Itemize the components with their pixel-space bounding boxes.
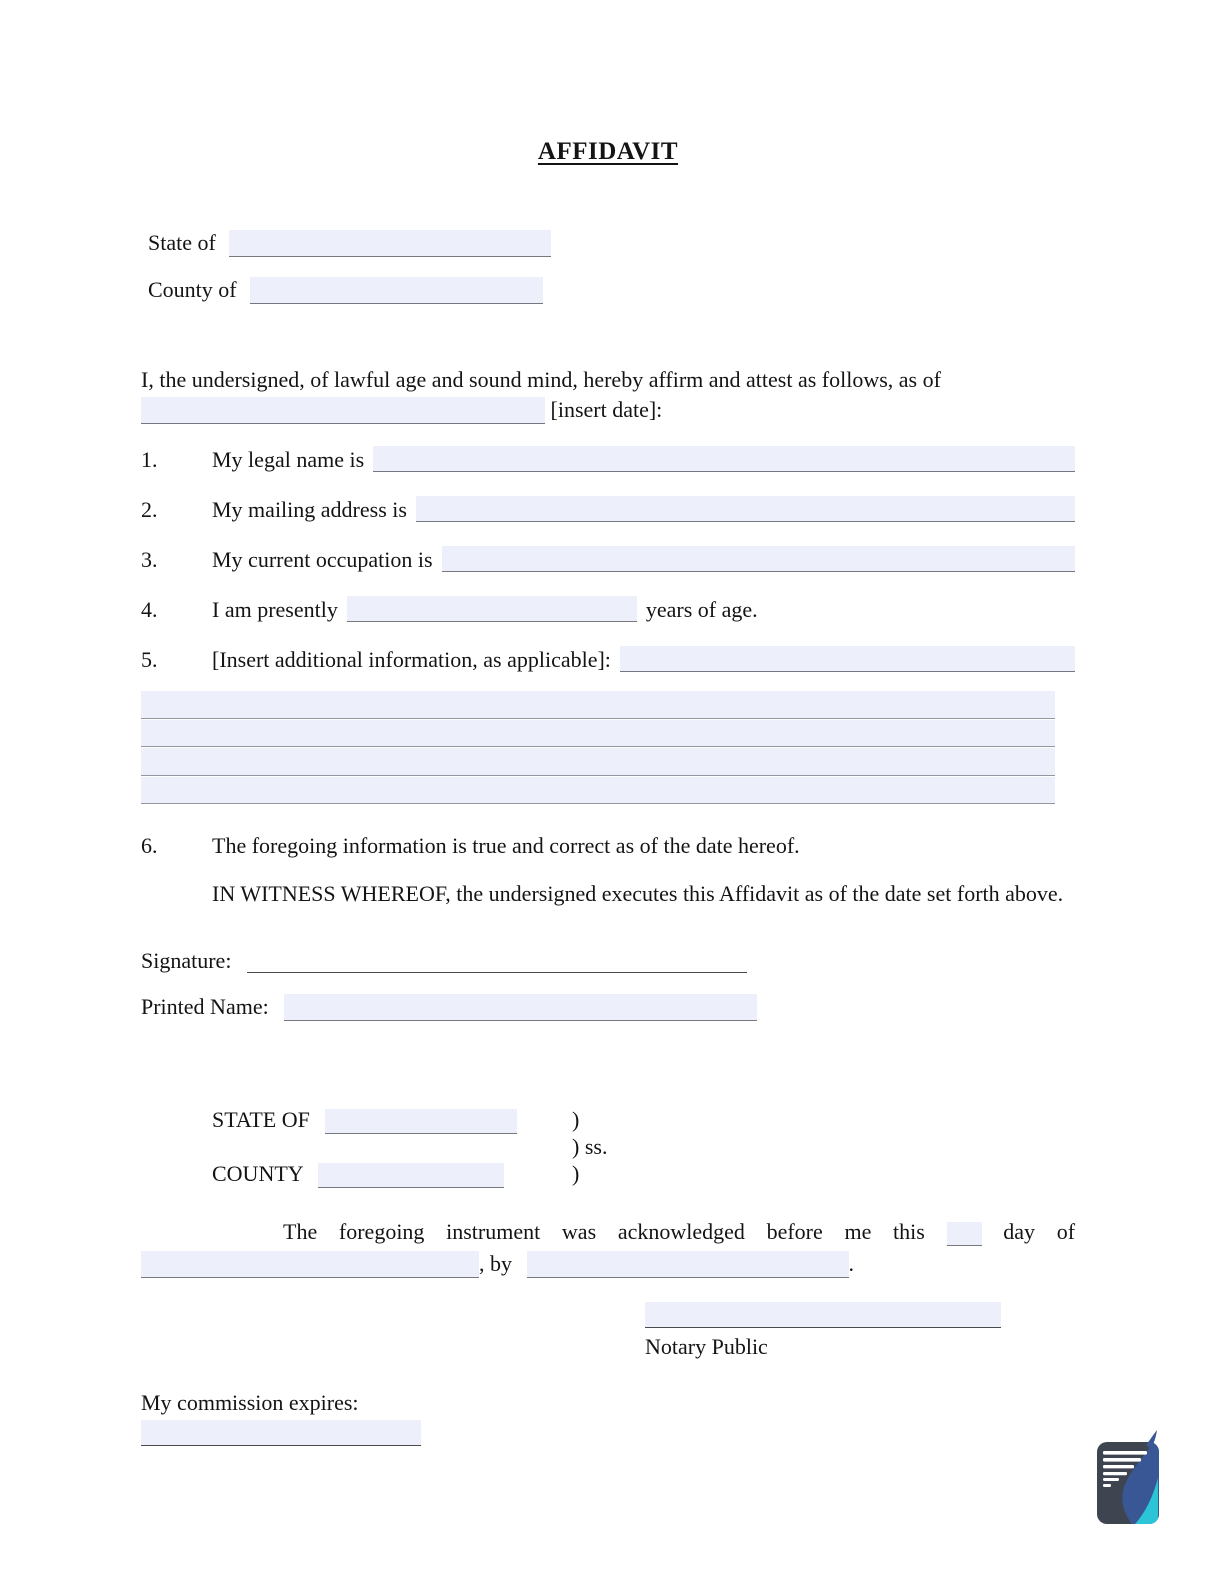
statement-3: [141, 541, 1075, 575]
statement-2-number: 2.: [141, 497, 158, 522]
statement-3-number: 3.: [141, 547, 158, 572]
statement-5-number: 5.: [141, 647, 158, 672]
additional-info-continuation: [141, 691, 1055, 804]
notary-paren-bottom: ): [572, 1161, 580, 1186]
occupation-input[interactable]: [442, 546, 1075, 572]
additional-info-input[interactable]: [620, 646, 1075, 672]
statement-5-label: [Insert additional information, as applicable]:: [212, 647, 611, 672]
notary-paren-top: ): [572, 1107, 580, 1132]
mailing-address-input[interactable]: [416, 496, 1075, 522]
notary-state-label: STATE OF: [212, 1107, 310, 1132]
witness-clause: IN WITNESS WHEREOF, the undersigned executes this Affidavit as of the date set forth above.: [212, 881, 1064, 906]
acknowledgment-period: .: [848, 1251, 854, 1276]
notary-county-label: COUNTY: [212, 1161, 303, 1186]
notary-ss-row: [212, 1133, 682, 1160]
notary-county-row: [212, 1160, 682, 1187]
commission-label: My commission expires:: [141, 1390, 359, 1415]
state-of-label: State of: [148, 230, 216, 255]
statement-1: [141, 441, 1075, 475]
legal-name-input[interactable]: [373, 446, 1075, 472]
county-of-label: County of: [148, 277, 237, 302]
acknowledgment-text-2: day of: [1003, 1219, 1076, 1244]
continuation-line-4[interactable]: [141, 777, 1055, 805]
statement-3-label: My current occupation is: [212, 547, 433, 572]
continuation-line-1[interactable]: [141, 691, 1055, 719]
intro-text: I, the undersigned, of lawful age and sound mind, hereby affirm and attest as follows, as of: [141, 367, 941, 392]
statement-2-label: My mailing address is: [212, 497, 407, 522]
notary-county-left: [212, 1160, 572, 1187]
ack-month-year-input[interactable]: [141, 1251, 479, 1278]
notary-public-label: Notary Public: [645, 1334, 768, 1359]
affirmation-date-input[interactable]: [141, 397, 545, 424]
state-of-row: [148, 228, 1075, 258]
document-swoosh-logo-icon: [1094, 1430, 1166, 1526]
statement-6-number: 6.: [141, 833, 158, 858]
ack-affiant-name-input[interactable]: [527, 1251, 849, 1278]
statement-6-label: The foregoing information is true and correct as of the date hereof.: [212, 833, 800, 858]
printed-name-input[interactable]: [284, 994, 757, 1021]
statement-6: [141, 831, 1075, 861]
intro-date-line: [141, 395, 1075, 425]
notary-state-input[interactable]: [325, 1109, 517, 1134]
printed-name-row: [141, 992, 1075, 1022]
venue-block: [148, 228, 1075, 305]
acknowledgment-line-1: [141, 1217, 1075, 1247]
state-input[interactable]: [229, 230, 551, 257]
county-of-row: [148, 275, 1075, 305]
statement-4-suffix: years of age.: [645, 597, 758, 622]
statement-4-label: I am presently: [212, 597, 338, 622]
notary-county-input[interactable]: [318, 1163, 504, 1188]
acknowledgment-text-1: The foregoing instrument was acknowledged before me this: [283, 1219, 925, 1244]
commission-date-input[interactable]: [141, 1420, 421, 1446]
notary-venue-block: [212, 1106, 682, 1187]
acknowledgment-line-2: [141, 1247, 1075, 1280]
statement-4-number: 4.: [141, 597, 158, 622]
county-input[interactable]: [250, 277, 543, 304]
ack-day-input[interactable]: [947, 1222, 982, 1246]
acknowledgment-text-3: , by: [479, 1251, 512, 1276]
printed-name-label: Printed Name:: [141, 994, 269, 1019]
notary-ss-label: ) ss.: [572, 1134, 608, 1159]
signature-input[interactable]: [247, 971, 747, 973]
numbered-statements: [141, 441, 1075, 675]
age-input[interactable]: [347, 596, 637, 622]
continuation-line-3[interactable]: [141, 748, 1055, 776]
statement-1-number: 1.: [141, 447, 158, 472]
signature-label: Signature:: [141, 948, 232, 973]
insert-date-label: [insert date]:: [550, 397, 663, 422]
notary-state-row: [212, 1106, 682, 1133]
commission-block: [141, 1388, 1075, 1446]
statement-2: [141, 491, 1075, 525]
document-title: AFFIDAVIT: [537, 138, 679, 165]
continuation-line-2[interactable]: [141, 720, 1055, 748]
notary-signature-block: [645, 1302, 1001, 1362]
intro-paragraph: [141, 365, 1075, 425]
signature-row: [141, 946, 1075, 976]
notary-signature-input[interactable]: [645, 1302, 1001, 1328]
statement-5: [141, 641, 1075, 675]
notary-ss-spacer: [212, 1133, 572, 1160]
notary-state-left: [212, 1106, 572, 1133]
statement-4: [141, 591, 1075, 625]
statement-1-label: My legal name is: [212, 447, 365, 472]
